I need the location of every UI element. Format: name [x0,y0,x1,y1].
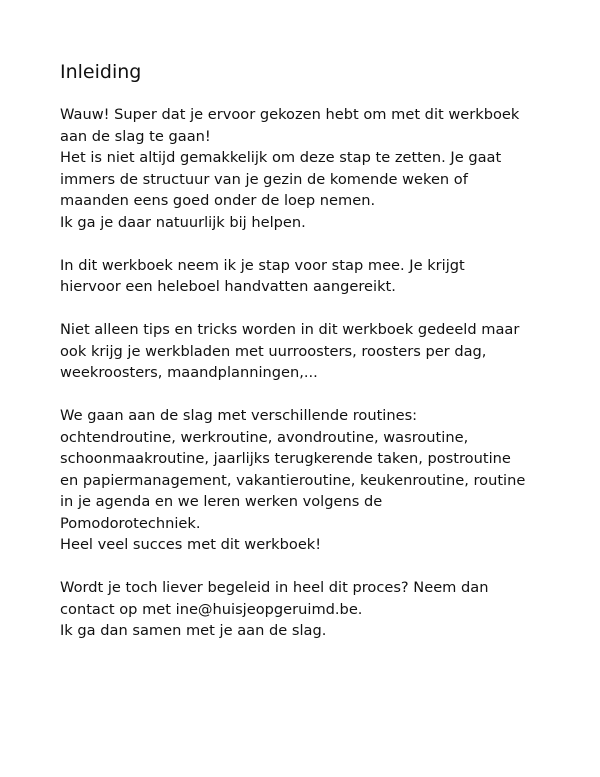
text-line: en papiermanagement, vakantieroutine, keukenroutine, routine [60,471,526,489]
paragraph-gap [60,233,560,255]
paragraph-gap [60,556,560,578]
text-line: aan de slag te gaan! [60,127,211,145]
text-line: hiervoor een heleboel handvatten aangereikt. [60,278,396,295]
text-line: schoonmaakroutine, jaarlijks terugkerende taken, postroutine [60,450,511,467]
text-line: Wordt je toch liever begeleid in heel dit proces? Neem dan [60,579,489,596]
text-line: ook krijg je werkbladen met uurroosters, roosters per dag, [60,342,487,360]
text-line: Wauw! Super dat je ervoor gekozen hebt om met dit werkboek [60,106,520,123]
text-line: We gaan aan de slag met verschillende routines: [60,407,418,424]
text-line: Het is niet altijd gemakkelijk om deze stap te zetten. Je gaat [60,149,502,166]
page-title: Inleiding [60,61,142,83]
paragraph-gap [60,298,560,320]
text-line: Pomodorotechniek. [60,514,201,532]
text-line: Ik ga dan samen met je aan de slag. [60,622,327,639]
text-line: Niet alleen tips en tricks worden in dit werkboek gedeeld maar [60,321,520,338]
text-line: immers de structuur van je gezin de komende weken of [60,170,468,188]
text-line: maanden eens goed onder de loep nemen. [60,192,376,209]
text-line: in je agenda en we leren werken volgens de [60,493,383,510]
paragraph-gap [60,384,560,406]
text-line: Heel veel succes met dit werkboek! [60,536,322,553]
text-line: ochtendroutine, werkroutine, avondroutine, wasroutine, [60,428,469,446]
document-body [60,104,560,642]
text-line: Ik ga je daar natuurlijk bij helpen. [60,213,306,231]
contact-email-line: contact op met ine@huisjeopgeruimd.be. [60,600,363,618]
text-line: In dit werkboek neem ik je stap voor stap mee. Je krijgt [60,256,465,274]
text-line: weekroosters, maandplanningen,... [60,364,318,381]
